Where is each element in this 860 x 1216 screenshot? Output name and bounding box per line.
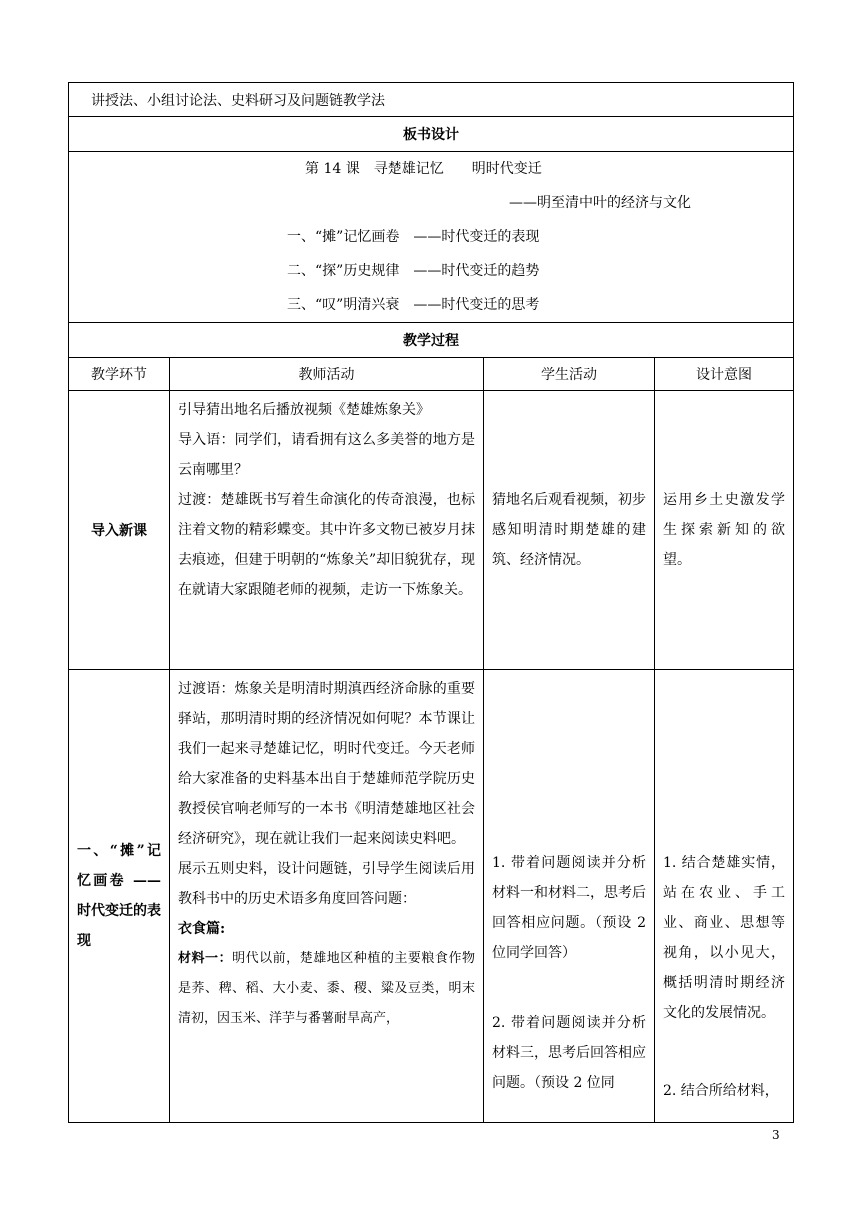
board-design-heading: 板书设计 [69,117,794,152]
col-header-stage: 教学环节 [69,358,170,391]
student-step-1: 1. 带着问题阅读并分析材料一和材料二，思考后回答相应问题。（预设 2 位同学回答） [492,855,646,961]
student-activity-cell: 猜地名后观看视频，初步感知明清时期楚雄的建筑、经济情况。 [484,391,655,670]
teacher-paragraph: 导入语：同学们，请看拥有这么多美誉的地方是云南哪里？ [178,432,475,478]
table-row [69,391,794,670]
teacher-activity-cell [170,391,484,670]
stage-label: 一、“摊”记忆画卷 ——时代变迁的表现 [77,843,161,949]
col-header-teacher: 教师活动 [170,358,484,391]
col-header-student: 学生活动 [484,358,655,391]
teacher-paragraph: 展示五则史料，设计问题链，引导学生阅读后用教科书中的历史术语多角度回答问题： [178,861,475,907]
table-row [69,670,794,1123]
student-step-2: 2. 带着问题阅读并分析材料三，思考后回答相应问题。（预设 2 位同 [492,1015,646,1091]
lesson-plan-table [68,82,794,1123]
material-text: 明代以前，楚雄地区种植的主要粮食作物是荞、稗、稻、大小麦、黍、稷、粱及豆类，明末清初，因玉米、洋芋与番薯耐旱高产， [178,951,475,1026]
intent-point-2: 2. 结合所给材料， [663,1083,779,1099]
section-heading: 衣食篇: [178,921,226,937]
student-activity-cell [484,670,655,1123]
design-intent-cell [655,670,794,1123]
teacher-paragraph: 引导猜出地名后播放视频《楚雄炼象关》 [178,402,430,418]
board-point-3: 三、“叹”明清兴衰 ——时代变迁的思考 [287,297,540,313]
material-one [178,944,475,1034]
teacher-activity-cell [170,670,484,1123]
stage-cell: 导入新课 [69,391,170,670]
teaching-process-heading: 教学过程 [69,323,794,358]
board-title: 第 14 课 寻楚雄记忆 明时代变迁 [305,161,542,177]
teacher-paragraph: 过渡：楚雄既书写着生命演化的传奇浪漫，也标注着文物的精彩蝶变。其中许多文物已被岁月抹去痕迹，但建于明朝的“炼象关”却旧貌犹存，现在就请大家跟随老师的视频，走访一下炼象关。 [178,492,475,598]
board-point-2: 二、“探”历史规律 ——时代变迁的趋势 [287,263,540,279]
teaching-methods: 讲授法、小组讨论法、史料研习及问题链教学法 [69,83,794,117]
board-design [69,152,794,323]
methods-row [69,83,794,117]
teacher-paragraph: 过渡语：炼象关是明清时期滇西经济命脉的重要驿站，那明清时期的经济情况如何呢？本节课让我们一起来寻楚雄记忆，明时代变迁。今天老师给大家准备的史料基本出自于楚雄师范学院历史教授侯官响老师写的一本书《明清楚雄地区社会经济研究》，现在就让我们一起来阅读史料吧。 [178,681,475,847]
board-point-1: 一、“摊”记忆画卷 ——时代变迁的表现 [287,229,540,245]
board-subtitle: ——明至清中叶的经济与文化 [509,195,691,211]
design-intent-cell: 运用乡土史激发学生探索新知的欲望。 [655,391,794,670]
col-header-intent: 设计意图 [655,358,794,391]
stage-cell [69,670,170,1123]
column-header-row [69,358,794,391]
intent-point-1: 1. 结合楚雄实情，站在农业、手工业、商业、思想等视角，以小见大，概括明清时期经济文化的发展情况。 [663,855,785,1021]
material-label: 材料一： [178,951,233,966]
page-number: 3 [772,1128,780,1142]
